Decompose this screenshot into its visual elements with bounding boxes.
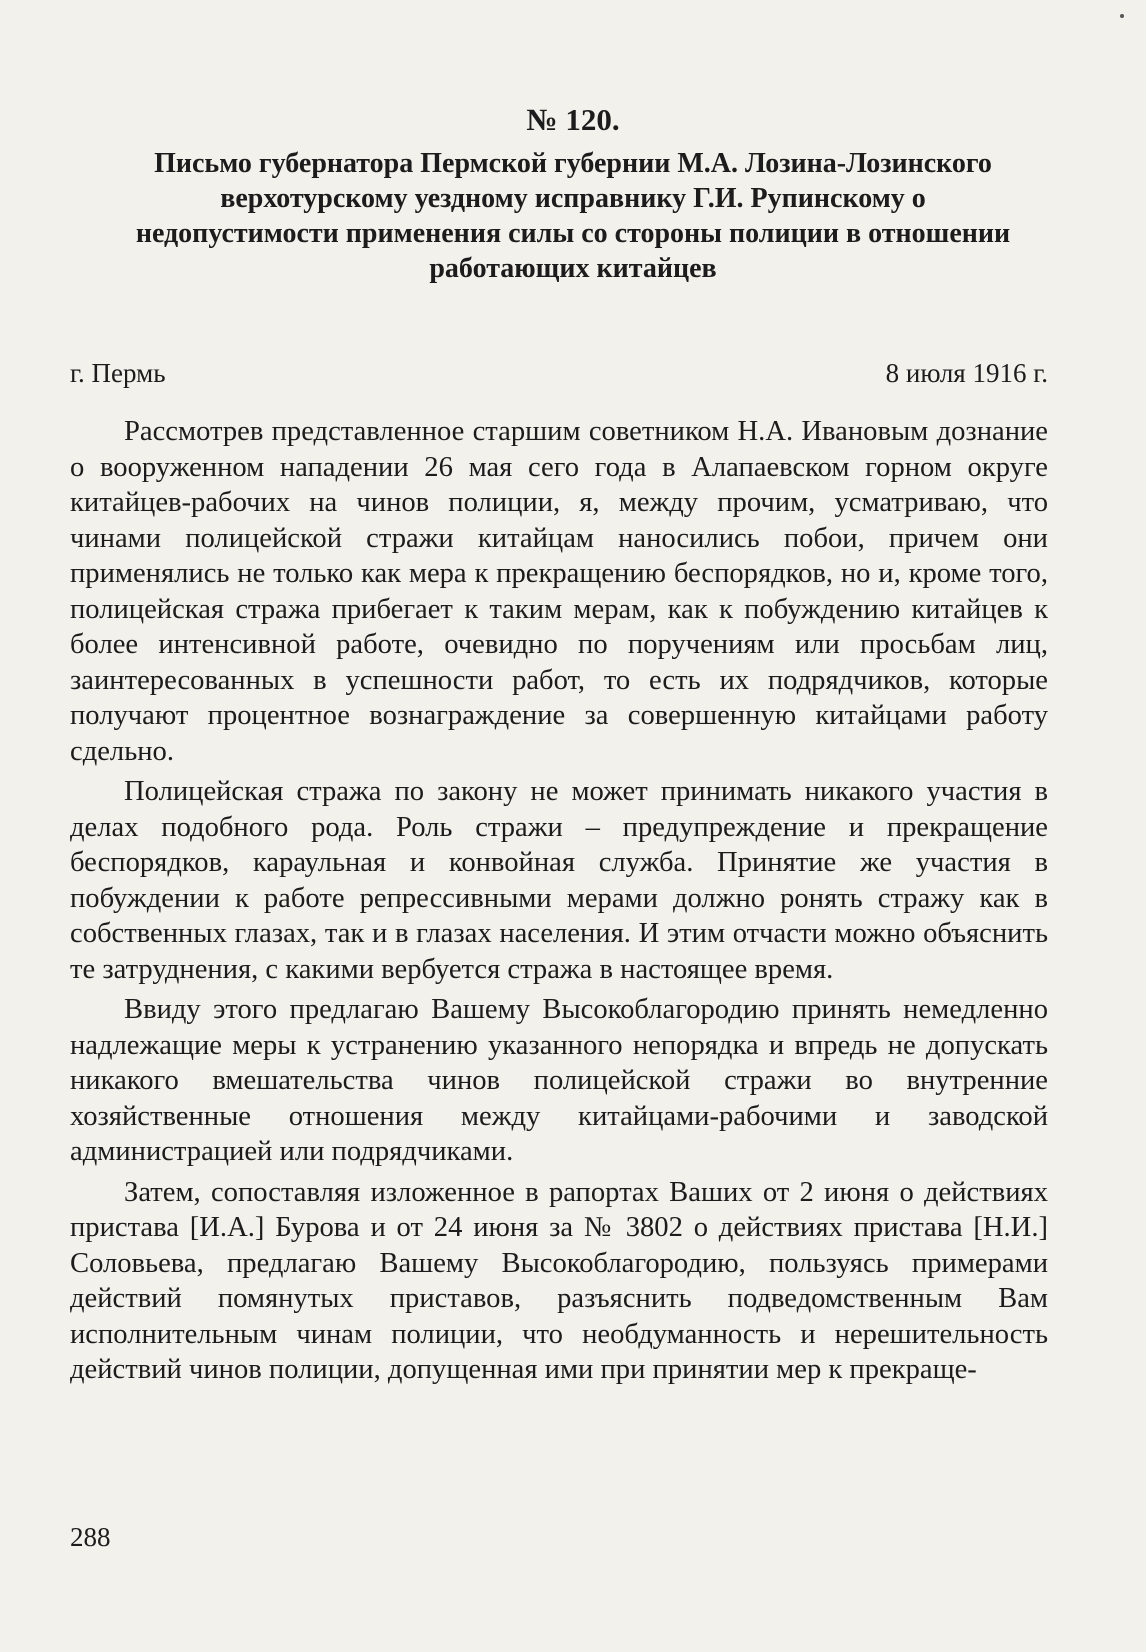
body-paragraph: Затем, сопоставляя изложенное в рапортах Ваших от 2 июня о действиях пристава [И.А.] Бурова и от 24 июня за № 3802 о действиях пристава [Н.И.] Соловьева, предлагаю Вашему Высокоблагородию, пользуясь примерами действий помянутых приставов, разъяснить подведомственным Вам исполнительным чинам полиции, что необдуманность и нерешительность действий чинов полиции, допущенная ими при принятии мер к прекраще- xyxy=(70,1176,1048,1385)
document-body xyxy=(70,414,1048,1393)
document-title: Письмо губернатора Пермской губернии М.А. Лозина-Лозинского верхотурскому уездному исправнику Г.И. Рупинскому о недопустимости применения силы со стороны полиции в отношении работающих китайцев xyxy=(135,148,1011,284)
body-paragraph: Полицейская стража по закону не может принимать никакого участия в делах подобного рода. Роль стражи – предупреждение и прекращение беспорядков, караульная и конвойная служба. Принятие же участия в побуждении к работе репрессивными мерами должно ронять стражу как в собственных глазах, так и в глазах населения. И этим отчасти можно объяснить те затруднения, с какими вербуется стража в настоящее время. xyxy=(70,776,1048,985)
document-number: № 120. xyxy=(526,102,620,137)
scan-speck xyxy=(1120,14,1124,18)
body-paragraph: Ввиду этого предлагаю Вашему Высокоблагородию принять немедленно надлежащие меры к устранению указанного непорядка и впредь не допускать никакого вмешательства чинов полицейской стражи во внутренние хозяйственные отношения между китайцами-рабочими и заводской администрацией или подрядчиками. xyxy=(70,994,1048,1167)
document-place: г. Пермь xyxy=(70,358,166,388)
document-date: 8 июля 1916 г. xyxy=(885,358,1048,388)
body-paragraph: Рассмотрев представленное старшим советником Н.А. Ивановым дознание о вооруженном нападении 26 мая сего года в Алапаевском горном округе китайцев-рабочих на чинов полиции, я, между прочим, усматриваю, что чинами полицейской стражи китайцам наносились побои, причем они применялись не только как мера к прекращению беспорядков, но и, кроме того, полицейская стража прибегает к таким мерам, как к побуждению китайцев к более интенсивной работе, очевидно по поручениям или просьбам лиц, заинтересованных в успешности работ, то есть их подрядчиков, которые получают процентное вознаграждение за совершенную китайцами работу сдельно. xyxy=(70,416,1048,767)
page-number: 288 xyxy=(70,1522,111,1552)
